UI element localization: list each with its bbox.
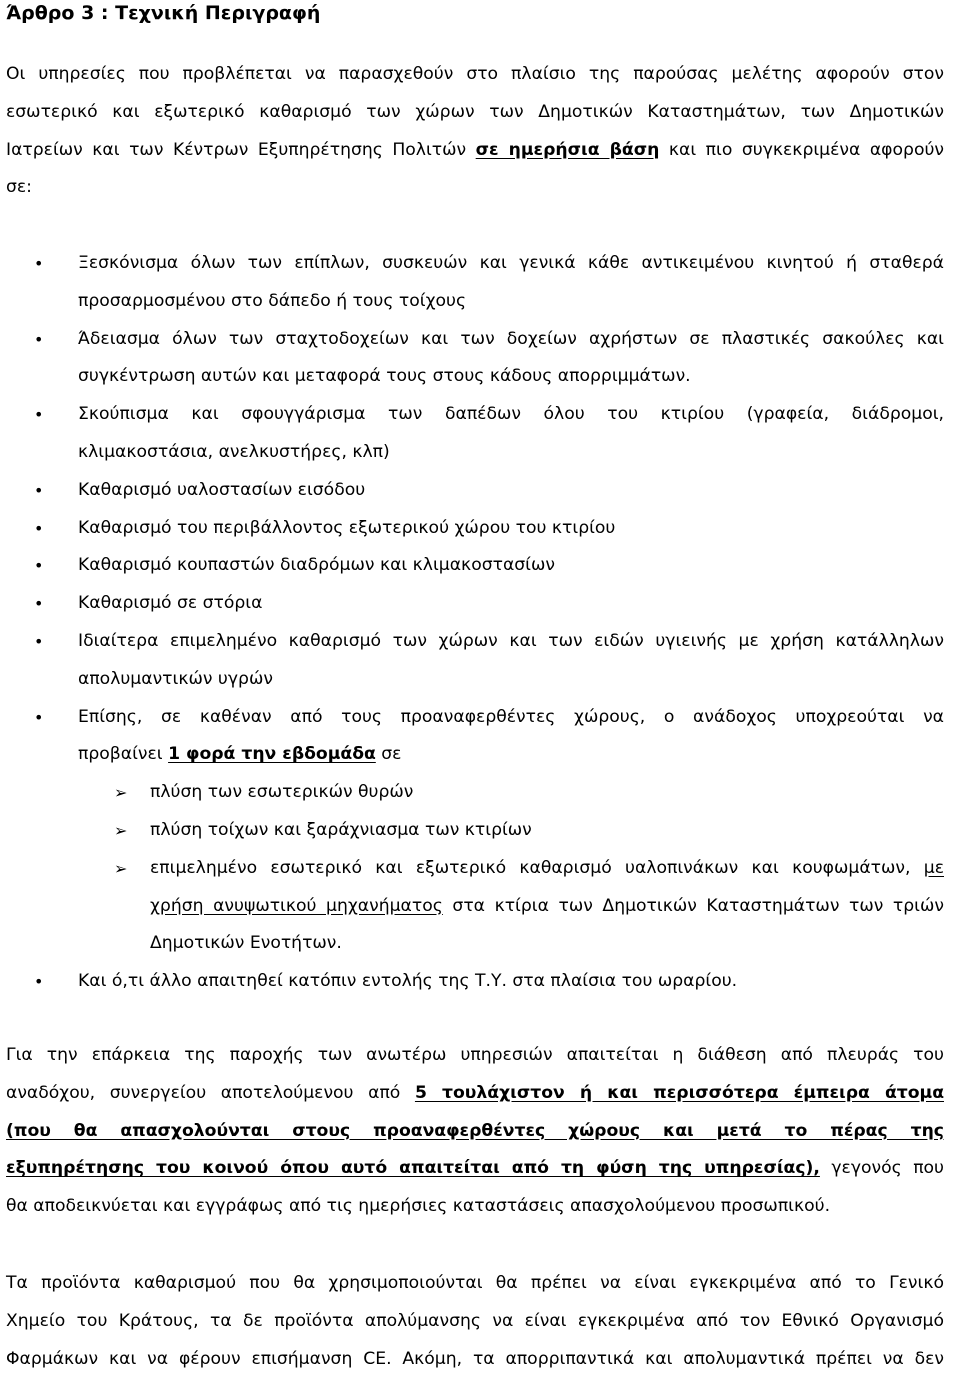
- weekly-sublist: [78, 774, 944, 963]
- bullet-icon: •: [34, 518, 44, 538]
- bullet-icon: •: [34, 480, 44, 500]
- bullet-icon: •: [34, 972, 44, 992]
- sublist-text: επιμελημένο εσωτερικό και εξωτερικό καθαρισμό υαλοπινάκων και κουφωμάτων,: [150, 857, 924, 878]
- intro-line-2: εσωτερικό και εξωτερικό καθαρισμό των χώρων των Δημοτικών Καταστημάτων, των Δημοτικών: [6, 101, 944, 122]
- list-item-line: Ιδιαίτερα επιμελημένο καθαρισμό των χώρων και των ειδών υγιεινής με χρήση κατάλληλων: [78, 630, 944, 651]
- list-item-weekly: [6, 699, 944, 964]
- list-item: [6, 547, 944, 585]
- intro-line-3: [6, 132, 944, 170]
- bullet-icon: •: [34, 631, 44, 651]
- list-item-line: Σκούπισμα και σφουγγάρισμα των δαπέδων όλου του κτιρίου (γραφεία, διάδρομοι,: [78, 404, 944, 425]
- staff-line-2: [6, 1075, 944, 1113]
- bullet-icon: •: [34, 707, 44, 727]
- bullet-icon: •: [34, 556, 44, 576]
- list-item-line: κλιμακοστάσια, ανελκυστήρες, κλπ): [78, 441, 390, 462]
- article-title: Άρθρο 3 : Τεχνική Περιγραφή: [6, 2, 321, 24]
- list-item-line: Επίσης, σε καθέναν από τους προαναφερθέντες χώρους, ο ανάδοχος υποχρεούται να: [78, 706, 944, 727]
- bullet-icon: •: [34, 594, 44, 614]
- list-item-line: προσαρμοσμένου στο δάπεδο ή τους τοίχους: [78, 290, 467, 311]
- list-item: [6, 585, 944, 623]
- sublist-item: [78, 812, 944, 850]
- sublist-item-line: [150, 888, 944, 926]
- arrow-bullet-icon: ➢: [114, 820, 128, 840]
- list-item-line: Καθαρισμό κουπαστών διαδρόμων και κλιμακοστασίων: [78, 555, 555, 576]
- products-line-1: Τα προϊόντα καθαρισμού που θα χρησιμοποιούνται θα πρέπει να είναι εγκεκριμένα από το Γενικό: [6, 1273, 944, 1293]
- products-line-2: Χημείο του Κράτους, τα δε προϊόντα απολύμανσης να είναι εγκεκριμένα από τον Εθνικό Οργανισμό: [6, 1310, 944, 1331]
- list-item-line: Άδειασμα όλων των σταχτοδοχείων και των δοχείων αχρήστων σε πλαστικές σακούλες και: [78, 328, 944, 349]
- list-item: [6, 510, 944, 548]
- daily-basis-emphasis: σε ημερήσια βάση: [475, 139, 660, 160]
- staff-line-4: [6, 1150, 944, 1188]
- bullet-icon: •: [34, 254, 44, 273]
- intro-line-1: Οι υπηρεσίες που προβλέπεται να παρασχεθούν στο πλαίσιο της παρούσας μελέτης αφορούν στον: [6, 64, 944, 84]
- staff-line-1: Για την επάρκεια της παροχής των ανωτέρω υπηρεσιών απαιτείται η διάθεση από πλευράς του: [6, 1045, 944, 1065]
- list-item: [6, 321, 944, 397]
- intro-text: Ιατρείων και των Κέντρων Εξυπηρέτησης Πολιτών: [6, 139, 476, 160]
- list-item-line: [78, 736, 944, 774]
- list-item-line: Ξεσκόνισμα όλων των επίπλων, συσκευών και γενικά κάθε αντικειμένου κινητού ή σταθερά: [78, 253, 944, 273]
- bullet-icon: •: [34, 329, 44, 349]
- products-paragraph: [6, 1265, 944, 1378]
- bullet-icon: •: [34, 405, 44, 425]
- list-item: [6, 245, 944, 321]
- sublist-item-line: πλύση των εσωτερικών θυρών: [150, 782, 414, 803]
- sublist-text: στα κτίρια των Δημοτικών Καταστημάτων των τριών: [442, 895, 944, 916]
- staff-count-emphasis: 5 τουλάχιστον ή και περισσότερα έμπειρα άτομα: [414, 1082, 944, 1103]
- products-line-3: Φαρμάκων και να φέρουν επισήμανση CE. Ακόμη, τα απορριπαντικά και απολυμαντικά πρέπει να δεν: [6, 1348, 944, 1369]
- list-item-line: απολυμαντικών υγρών: [78, 668, 273, 689]
- arrow-bullet-icon: ➢: [114, 783, 128, 803]
- sublist-item-line: πλύση τοίχων και ξαράχνιασμα των κτιρίων: [150, 819, 532, 840]
- weekly-frequency-emphasis: 1 φορά την εβδομάδα: [168, 744, 376, 765]
- list-item-line: Καθαρισμό υαλοστασίων εισόδου: [78, 479, 366, 500]
- intro-paragraph: [6, 56, 944, 207]
- list-item-line: Καθαρισμό του περιβάλλοντος εξωτερικού χώρου του κτιρίου: [78, 517, 616, 538]
- list-item-line: συγκέντρωση αυτών και μεταφορά τους στους κάδους απορριμμάτων.: [78, 366, 691, 387]
- list-item-line: Και ό,τι άλλο απαιτηθεί κατόπιν εντολής της Τ.Υ. στα πλαίσια του ωραρίου.: [78, 971, 738, 992]
- staff-text: αναδόχου, συνεργείου αποτελούμενου από: [6, 1082, 415, 1103]
- list-item: [6, 472, 944, 510]
- list-item: [6, 396, 944, 472]
- list-item: [6, 963, 944, 1001]
- sublist-underlined-text: χρήση ανυψωτικού μηχανήματος: [150, 895, 443, 916]
- staff-line-3: (που θα απασχολούνται στους προαναφερθέντες χώρους και μετά το πέρας της: [6, 1120, 944, 1141]
- intro-line-4: σε:: [6, 177, 32, 198]
- staff-duty-emphasis: εξυπηρέτησης του κοινού όπου αυτό απαιτείται από τη φύση της υπηρεσίας),: [6, 1158, 820, 1179]
- sublist-item-line: Δημοτικών Ενοτήτων.: [150, 933, 342, 954]
- weekly-text: σε: [375, 744, 402, 765]
- sublist-item: [78, 850, 944, 963]
- staff-line-5: θα αποδεικνύεται και εγγράφως από τις ημερήσιες καταστάσεις απασχολούμενου προσωπικού.: [6, 1196, 831, 1217]
- staff-text: γεγονός που: [819, 1158, 944, 1179]
- list-item: [6, 623, 944, 699]
- intro-text: και πιο συγκεκριμένα αφορούν: [659, 139, 945, 160]
- sublist-item-line: [150, 850, 944, 888]
- services-list: [6, 245, 944, 1001]
- weekly-text: προβαίνει: [78, 744, 169, 765]
- sublist-item: [78, 774, 944, 812]
- list-item-line: Καθαρισμό σε στόρια: [78, 593, 263, 614]
- arrow-bullet-icon: ➢: [114, 858, 128, 878]
- sublist-underlined-text: με: [923, 857, 944, 878]
- staff-paragraph: [6, 1037, 944, 1226]
